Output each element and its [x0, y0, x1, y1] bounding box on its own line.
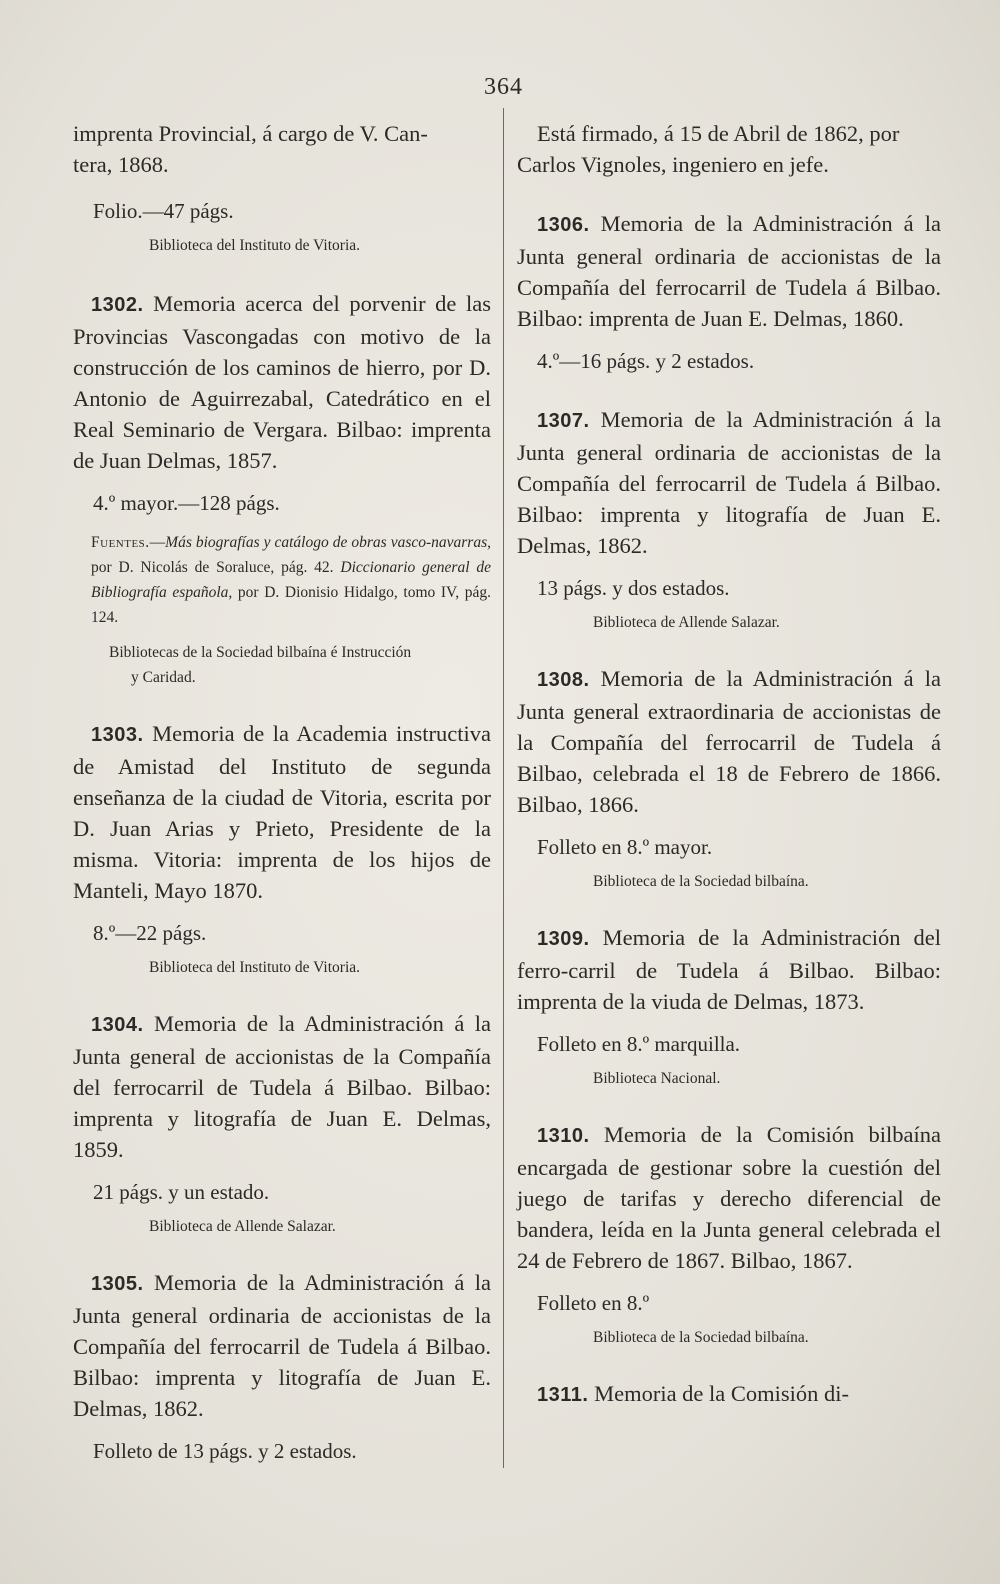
right-column: [517, 118, 941, 1411]
format-note: Folleto en 8.º: [537, 1291, 650, 1315]
entry-number: 1305.: [91, 1273, 144, 1295]
entry-1307: [517, 404, 941, 635]
sources-label: Fuentes.: [91, 534, 150, 551]
entry-text: Memoria de la Administración á la Junta general ordinaria de accionistas de la Compañía del ferrocarril de Tudela á Bilbao. Bilbao: imprenta y litografía de Juan E. Delmas, 1862.: [73, 1270, 491, 1421]
entry-number: 1310.: [537, 1125, 590, 1147]
entry-1308: [517, 663, 941, 894]
library-note: Biblioteca de la Sociedad bilbaína.: [593, 873, 809, 890]
entry-number: 1307.: [537, 410, 590, 432]
library-note: Biblioteca de la Sociedad bilbaína.: [593, 1329, 809, 1346]
entry-text: Memoria de la Comisión di-: [594, 1381, 850, 1406]
entry-text: Memoria de la Administración á la Junta general extraordinaria de accionistas de la Compañía del ferrocarril de Tudela á Bilbao, celebrada el 18 de Febrero de 1866. Bilbao, 1866.: [517, 666, 941, 817]
library-note: Bibliotecas de la Sociedad bilbaína é Instrucción y Caridad.: [109, 644, 412, 686]
entry-number: 1304.: [91, 1014, 144, 1036]
library-note: Biblioteca de Allende Salazar.: [149, 1218, 336, 1235]
source-ref: por D. Nicolás de Soraluce, pág. 42.: [91, 559, 334, 576]
entry-number: 1306.: [537, 214, 590, 236]
format-note: 13 págs. y dos estados.: [537, 576, 730, 600]
entry-number: 1303.: [91, 724, 144, 746]
page-number: 364: [484, 74, 523, 100]
entry-1306: [517, 208, 941, 376]
entry-number: 1308.: [537, 669, 590, 691]
continued-entry-text: imprenta Provincial, á cargo de V. Can- tera, 1868.: [73, 121, 428, 177]
format-note: 21 págs. y un estado.: [93, 1180, 270, 1204]
entry-1311: [517, 1378, 941, 1411]
library-note: Biblioteca del Instituto de Vitoria.: [149, 237, 361, 254]
left-column: [73, 118, 491, 1466]
column-divider: [503, 108, 504, 1468]
entry-1302: [73, 288, 491, 690]
entry-number: 1309.: [537, 928, 590, 950]
entry-text: Memoria acerca del porvenir de las Provincias Vascongadas con motivo de la construcción de los caminos de hierro, por D. Antonio de Aguirrezabal, Catedrático en el Real Seminario de Vergara. Bilbao: imprenta de Juan Delmas, 1857.: [73, 291, 492, 473]
entry-text: Memoria de la Administración del ferro-carril de Tudela á Bilbao. Bilbao: imprenta de la viuda de Delmas, 1873.: [517, 925, 942, 1014]
entry-text: Memoria de la Comisión bilbaína encargada de gestionar sobre la cuestión del juego de tarifas y derecho diferencial de bandera, leída en la Junta general celebrada el 24 de Febrero de 1867. Bilbao, 1867.: [517, 1122, 941, 1273]
entry-1309: [517, 922, 941, 1091]
continued-entry-text: Está firmado, á 15 de Abril de 1862, por Carlos Vignoles, ingeniero en jefe.: [517, 121, 900, 177]
source-title: Más biografías y catálogo de obras vasco-navarras,: [165, 534, 491, 551]
entry-text: Memoria de la Administración á la Junta general ordinaria de accionistas de la Compañía del ferrocarril de Tudela á Bilbao. Bilbao: imprenta de Juan E. Delmas, 1860.: [517, 211, 941, 331]
format-note: 4.º—16 págs. y 2 estados.: [537, 349, 755, 373]
format-note: Folleto de 13 págs. y 2 estados.: [93, 1439, 357, 1463]
entry-number: 1302.: [91, 294, 144, 316]
library-note: Biblioteca del Instituto de Vitoria.: [149, 959, 361, 976]
format-note: 4.º mayor.—128 págs.: [93, 491, 280, 515]
entry-1303: [73, 718, 491, 980]
entry-text: Memoria de la Academia instructiva de Amistad del Instituto de segunda enseñanza de la ciudad de Vitoria, escrita por D. Juan Arias y Prieto, Presidente de la misma. Vitoria: imprenta de los hijos de Manteli, Mayo 1870.: [73, 721, 491, 903]
format-note: Folio.—47 págs.: [93, 199, 234, 223]
entry-number: 1311.: [537, 1384, 589, 1406]
entry-1305: [73, 1267, 491, 1466]
entry-text: Memoria de la Administración á la Junta general ordinaria de accionistas de la Compañía del ferrocarril de Tudela á Bilbao. Bilbao: imprenta y litografía de Juan E. Delmas, 1862.: [517, 407, 941, 558]
entry-1304: [73, 1008, 491, 1239]
library-note: Biblioteca Nacional.: [593, 1070, 721, 1087]
entry-text: Memoria de la Administración á la Junta general de accionistas de la Compañía del ferrocarril de Tudela á Bilbao. Bilbao: imprenta y litografía de Juan E. Delmas, 1859.: [73, 1011, 491, 1162]
library-note: Biblioteca de Allende Salazar.: [593, 614, 780, 631]
source-title: Diccionario general de Bibliografía española,: [91, 559, 491, 601]
entry-1310: [517, 1119, 941, 1350]
format-note: 8.º—22 págs.: [93, 921, 207, 945]
format-note: Folleto en 8.º marquilla.: [537, 1032, 741, 1056]
format-note: Folleto en 8.º mayor.: [537, 835, 713, 859]
sources-note: Fuentes.—Más biografías y catálogo de obras vasco-navarras, por D. Nicolás de Soraluce, pág. 42. Diccionario general de Bibliografía española, por D. Dionisio Hidalgo, tomo IV, pág. 124.: [91, 534, 492, 626]
source-ref: por D. Dionisio Hidalgo, tomo IV, pág. 124.: [91, 584, 492, 626]
